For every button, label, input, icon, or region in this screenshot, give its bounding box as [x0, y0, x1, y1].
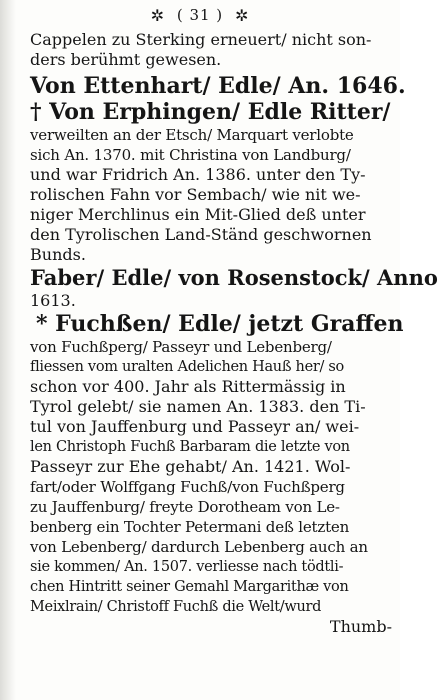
text-line: von Fuchßperg/ Passeyr und Lebenberg/ — [30, 338, 332, 356]
text-line: Cappelen zu Sterking erneuert/ nicht son- — [30, 30, 372, 49]
text-line: Passeyr zur Ehe gehabt/ An. 1421. Wol- — [30, 457, 351, 476]
page-number: ( 31 ) — [176, 6, 224, 24]
text-line: len Christoph Fuchß Barbaram die letzte von — [30, 439, 350, 455]
text-line: den Tyrolischen Land-Ständ geschwornen — [30, 225, 372, 244]
text-line: schon vor 400. Jahr als Rittermässig in — [30, 377, 346, 396]
text-line: von Lebenberg/ dardurch Lebenberg auch an — [30, 538, 368, 556]
page-gutter-shadow — [0, 0, 16, 700]
text-line: 1613. — [30, 291, 76, 310]
entry-heading-erphingen: † Von Erphingen/ Edle Ritter/ — [30, 99, 391, 125]
fleuron-left-icon: ✲ — [150, 6, 166, 25]
text-line: benberg ein Tochter Petermani deß letzten — [30, 518, 350, 536]
text-line: fliessen vom uralten Adelichen Hauß her/ so — [30, 359, 344, 375]
catchword: Thumb- — [329, 617, 392, 636]
text-line: sich An. 1370. mit Christina von Landburg/ — [30, 146, 351, 164]
entry-heading-faber: Faber/ Edle/ von Rosenstock/ Anno — [30, 265, 438, 290]
text-line: chen Hintritt seiner Gemahl Margarithæ von — [30, 579, 349, 595]
entry-heading-ettenhart: Von Ettenhart/ Edle/ An. 1646. — [30, 73, 406, 99]
text-line: Tyrol gelebt/ sie namen An. 1383. den Ti- — [30, 397, 366, 416]
text-line: sie kommen/ An. 1507. verliesse nach tödtli- — [30, 559, 344, 575]
text-line: Meixlrain/ Christoff Fuchß die Welt/wurd — [30, 599, 322, 615]
text-line: zu Jauffenburg/ freyte Dorotheam von Le- — [30, 498, 340, 516]
text-line: Bunds. — [30, 245, 86, 264]
text-line: verweilten an der Etsch/ Marquart verlobte — [30, 126, 354, 144]
page-header — [0, 6, 400, 25]
text-line: tul von Jauffenburg und Passeyr an/ wei- — [30, 417, 360, 436]
text-line: niger Merchlinus ein Mit-Glied deß unter — [30, 205, 366, 224]
entry-heading-fuchssen: * Fuchßen/ Edle/ jetzt Graffen — [36, 311, 404, 337]
text-line: ders berühmt gewesen. — [30, 50, 222, 69]
fleuron-right-icon: ✲ — [234, 6, 250, 25]
body-text — [30, 30, 438, 637]
text-line: rolischen Fahn vor Sembach/ wie nit we- — [30, 185, 361, 204]
text-line: fart/oder Wolffgang Fuchß/von Fuchßperg — [30, 478, 345, 496]
text-line: und war Fridrich An. 1386. unter den Ty- — [30, 165, 366, 184]
